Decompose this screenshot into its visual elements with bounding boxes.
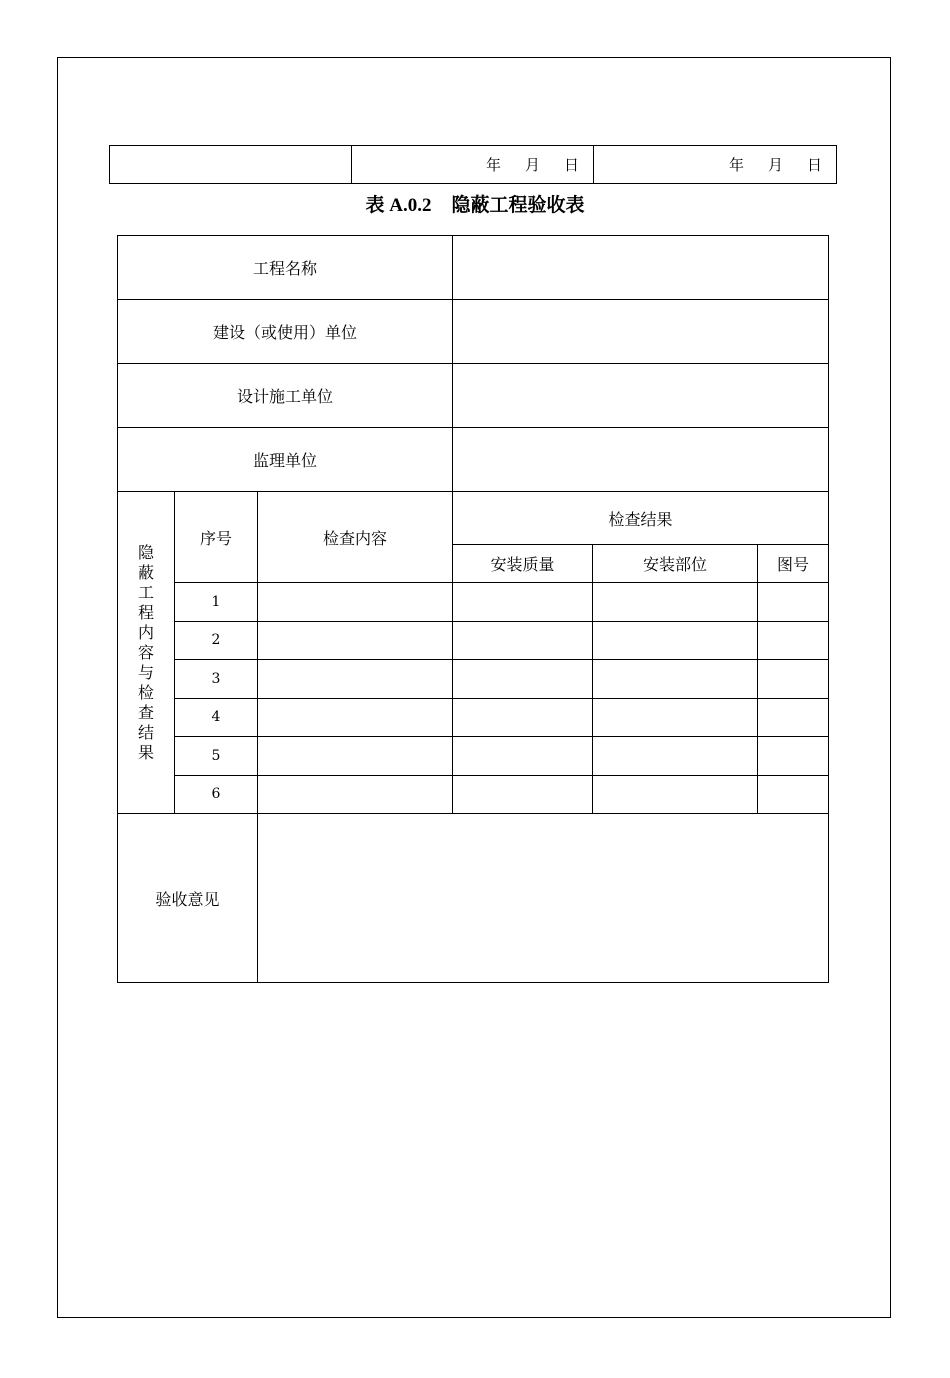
row-drawing-cell[interactable] <box>758 698 829 737</box>
row-quality-cell[interactable] <box>453 698 593 737</box>
col-header-result: 检查结果 <box>453 492 829 545</box>
owner-unit-label: 建设（或使用）单位 <box>118 300 453 364</box>
owner-unit-value[interactable] <box>453 300 829 364</box>
design-construction-unit-value[interactable] <box>453 364 829 428</box>
row-seq: 4 <box>175 698 258 737</box>
date-cell-2[interactable] <box>594 146 837 184</box>
row-seq: 1 <box>175 583 258 622</box>
table-row <box>118 660 829 699</box>
row-content-cell[interactable] <box>258 660 453 699</box>
inspection-table <box>117 235 829 983</box>
acceptance-opinion-label: 验收意见 <box>118 814 258 983</box>
row-content-cell[interactable] <box>258 583 453 622</box>
month-label: 月 <box>767 156 783 174</box>
section-side-label: 隐 蔽 工 程 内 容 与 检 查 结 果 <box>118 492 175 814</box>
table-row <box>118 621 829 660</box>
row-drawing-cell[interactable] <box>758 660 829 699</box>
row-position-cell[interactable] <box>593 583 758 622</box>
row-quality-cell[interactable] <box>453 775 593 814</box>
col-header-seq: 序号 <box>175 492 258 583</box>
row-seq: 5 <box>175 737 258 776</box>
project-name-value[interactable] <box>453 236 829 300</box>
supervision-unit-value[interactable] <box>453 428 829 492</box>
row-quality-cell[interactable] <box>453 621 593 660</box>
row-position-cell[interactable] <box>593 775 758 814</box>
row-content-cell[interactable] <box>258 621 453 660</box>
row-seq: 3 <box>175 660 258 699</box>
col-header-install-quality: 安装质量 <box>453 545 593 583</box>
row-position-cell[interactable] <box>593 737 758 776</box>
row-content-cell[interactable] <box>258 698 453 737</box>
row-quality-cell[interactable] <box>453 660 593 699</box>
row-drawing-cell[interactable] <box>758 737 829 776</box>
project-name-label: 工程名称 <box>118 236 453 300</box>
date-header-table <box>109 145 837 184</box>
row-content-cell[interactable] <box>258 775 453 814</box>
row-drawing-cell[interactable] <box>758 775 829 814</box>
form-name: 隐蔽工程验收表 <box>451 195 585 216</box>
row-position-cell[interactable] <box>593 621 758 660</box>
table-row <box>118 583 829 622</box>
form-title <box>0 190 950 217</box>
form-number: 表 A.0.2 <box>365 195 432 216</box>
year-label: 年 <box>728 156 744 174</box>
supervision-unit-label: 监理单位 <box>118 428 453 492</box>
day-label: 日 <box>563 156 579 174</box>
row-position-cell[interactable] <box>593 698 758 737</box>
row-position-cell[interactable] <box>593 660 758 699</box>
row-drawing-cell[interactable] <box>758 583 829 622</box>
table-row <box>118 698 829 737</box>
row-content-cell[interactable] <box>258 737 453 776</box>
table-row <box>118 737 829 776</box>
day-label: 日 <box>806 156 822 174</box>
month-label: 月 <box>524 156 540 174</box>
col-header-content: 检查内容 <box>258 492 453 583</box>
row-seq: 6 <box>175 775 258 814</box>
year-label: 年 <box>485 156 501 174</box>
row-quality-cell[interactable] <box>453 737 593 776</box>
blank-cell[interactable] <box>110 146 352 184</box>
col-header-drawing-no: 图号 <box>758 545 829 583</box>
row-quality-cell[interactable] <box>453 583 593 622</box>
row-drawing-cell[interactable] <box>758 621 829 660</box>
design-construction-unit-label: 设计施工单位 <box>118 364 453 428</box>
date-cell-1[interactable] <box>352 146 594 184</box>
acceptance-opinion-value[interactable] <box>258 814 829 983</box>
col-header-install-position: 安装部位 <box>593 545 758 583</box>
table-row <box>118 775 829 814</box>
row-seq: 2 <box>175 621 258 660</box>
